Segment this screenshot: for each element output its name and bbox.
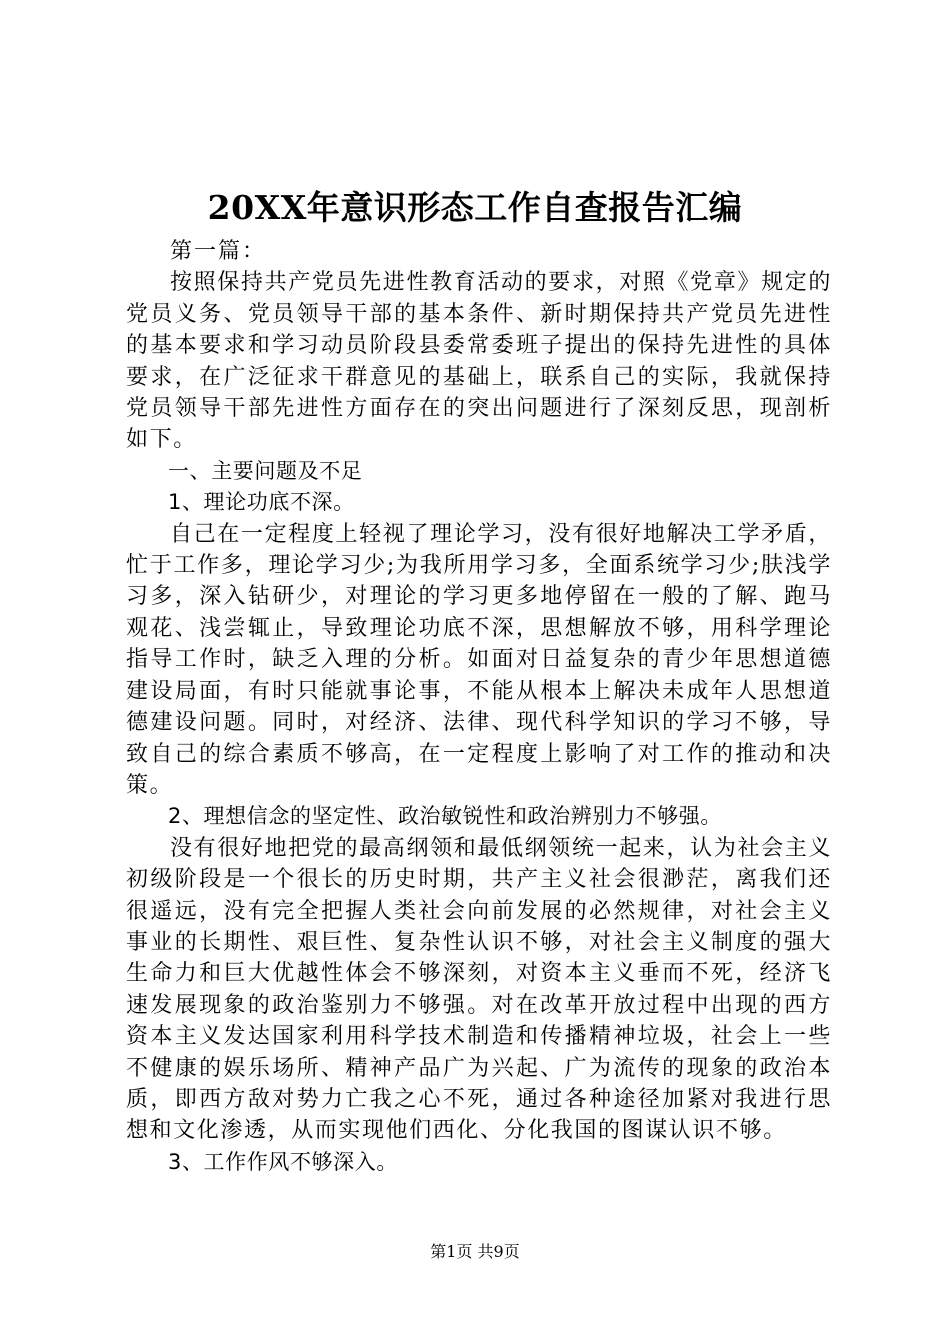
document-body	[126, 236, 832, 1178]
paragraph-ideals: 没有很好地把党的最高纲领和最低纲领统一起来，认为社会主义初级阶段是一个很长的历史时期，共产主义社会很渺茫，离我们还很遥远，没有完全把握人类社会向前发展的必然规律，对社会主义事业的长期性、艰巨性、复杂性认识不够，对社会主义制度的强大生命力和巨大优越性体会不够深刻，对资本主义垂而不死，经济飞速发展现象的政治鉴别力不够强。对在改革开放过程中出现的西方资本主义发达国家利用科学技术制造和传播精神垃圾，社会上一些不健康的娱乐场所、精神产品广为兴起、广为流传的现象的政治本质，即西方敌对势力亡我之心不死，通过各种途径加紧对我进行思想和文化渗透，从而实现他们西化、分化我国的图谋认识不够。	[126, 835, 832, 1144]
heading-theory: 1、理论功底不深。	[168, 490, 355, 515]
section-label: 第一篇：	[170, 239, 267, 264]
heading-main-problems: 一、主要问题及不足	[168, 458, 363, 483]
paragraph-theory: 自己在一定程度上轻视了理论学习，没有很好地解决工学矛盾，忙于工作多，理论学习少;为我所用学习多，全面系统学习少;肤浅学习多，深入钻研少，对理论的学习更多地停留在一般的了解、跑马观花、浅尝辄止，导致理论功底不深，思想解放不够，用科学理论指导工作时，缺乏入理的分析。如面对日益复杂的青少年思想道德建设局面，有时只能就事论事，不能从根本上解决未成年人思想道德建设问题。同时，对经济、法律、现代科学知识的学习不够，导致自己的综合素质不够高，在一定程度上影响了对工作的推动和决策。	[126, 521, 832, 798]
heading-work-style: 3、工作作风不够深入。	[168, 1149, 398, 1174]
heading-ideals: 2、理想信念的坚定性、政治敏锐性和政治辨别力不够强。	[168, 804, 722, 829]
intro-paragraph: 按照保持共产党员先进性教育活动的要求，对照《党章》规定的党员义务、党员领导干部的基本条件、新时期保持共产党员先进性的基本要求和学习动员阶段县委常委班子提出的保持先进性的具体要求，在广泛征求干群意见的基础上，联系自己的实际，我就保持党员领导干部先进性方面存在的突出问题进行了深刻反思，现剖析如下。	[126, 270, 832, 453]
page-footer: 第1页 共9页	[430, 1242, 520, 1261]
document-title: 20XX年意识形态工作自查报告汇编	[207, 188, 743, 227]
